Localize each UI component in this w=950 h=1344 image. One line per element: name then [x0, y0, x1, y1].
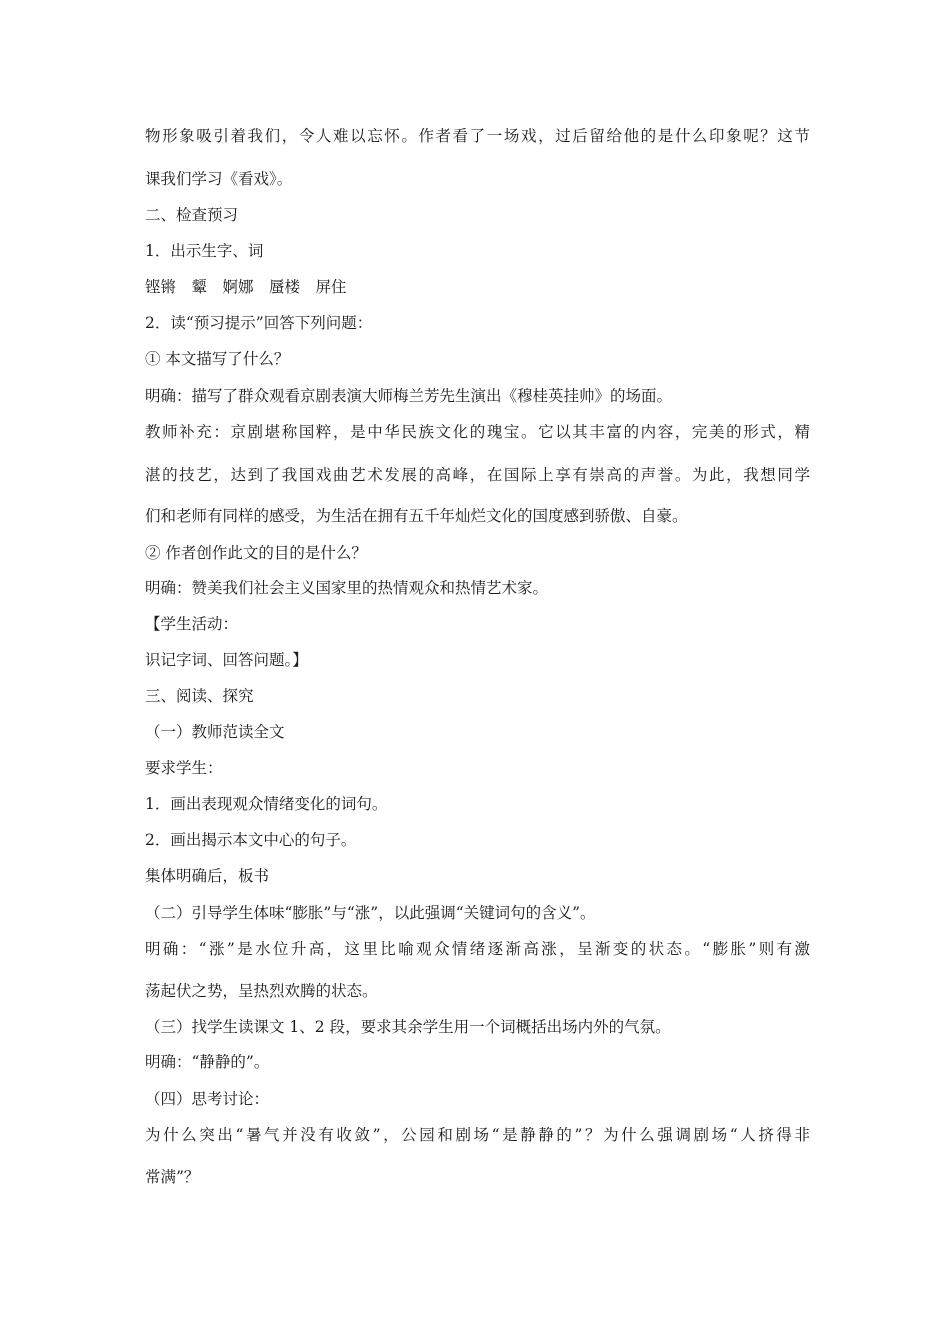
paragraph-line: 课我们学习《看戏》。 — [145, 170, 293, 188]
list-item: 2．读“预习提示”回答下列问题： — [145, 314, 373, 332]
question-line: ② 作者创作此文的目的是什么？ — [145, 544, 367, 562]
section-heading: 三、阅读、探究 — [145, 687, 254, 705]
subsection-heading: （一）教师范读全文 — [145, 723, 285, 741]
subsection-heading: （二）引导学生体味“膨胀”与“涨”，以此强调“关键词句的含义”。 — [145, 904, 596, 922]
paragraph-line: 教师补充：京剧堪称国粹，是中华民族文化的瑰宝。它以其丰富的内容，完美的形式，精 — [145, 423, 810, 441]
answer-line: 明确：赞美我们社会主义国家里的热情观众和热情艺术家。 — [145, 579, 549, 597]
paragraph-line: 湛的技艺，达到了我国戏曲艺术发展的高峰，在国际上享有崇高的声誉。为此，我想同学 — [145, 466, 810, 484]
question-line: 为什么突出“暑气并没有收敛”，公园和剧场“是静静的”？为什么强调剧场“人挤得非 — [145, 1126, 810, 1144]
answer-line: 明确：“静静的”。 — [145, 1053, 270, 1071]
answer-line: 明确：描写了群众观看京剧表演大师梅兰芳先生演出《穆桂英挂帅》的场面。 — [145, 387, 673, 405]
question-line: ① 本文描写了什么？ — [145, 350, 290, 368]
activity-line: 识记字词、回答问题。】 — [145, 651, 308, 669]
activity-line: 【学生活动： — [145, 615, 239, 633]
list-item: 2．画出揭示本文中心的句子。 — [145, 831, 357, 849]
list-item: 1．画出表现观众情绪变化的词句。 — [145, 795, 388, 813]
question-line: 常满”？ — [145, 1168, 200, 1186]
answer-line: 明确：“涨”是水位升高，这里比喻观众情绪逐渐高涨，呈渐变的状态。“膨胀”则有激 — [145, 940, 810, 958]
subsection-heading: （三）找学生读课文 1、2 段，要求其余学生用一个词概括出场内外的气氛。 — [145, 1018, 671, 1036]
paragraph-line: 荡起伏之势，呈热烈欢腾的状态。 — [145, 982, 378, 1000]
paragraph-line: 们和老师有同样的感受，为生活在拥有五千年灿烂文化的国度感到骄傲、自豪。 — [145, 507, 688, 525]
paragraph-line: 要求学生： — [145, 759, 223, 777]
vocab-line: 铿锵 颦 婀娜 蜃楼 屏住 — [145, 278, 347, 296]
list-item: 1．出示生字、词 — [145, 242, 264, 260]
subsection-heading: （四）思考讨论： — [145, 1090, 270, 1108]
paragraph-line: 物形象吸引着我们，令人难以忘怀。作者看了一场戏，过后留给他的是什么印象呢？这节 — [145, 127, 810, 145]
section-heading: 二、检查预习 — [145, 206, 239, 224]
paragraph-line: 集体明确后，板书 — [145, 867, 270, 885]
